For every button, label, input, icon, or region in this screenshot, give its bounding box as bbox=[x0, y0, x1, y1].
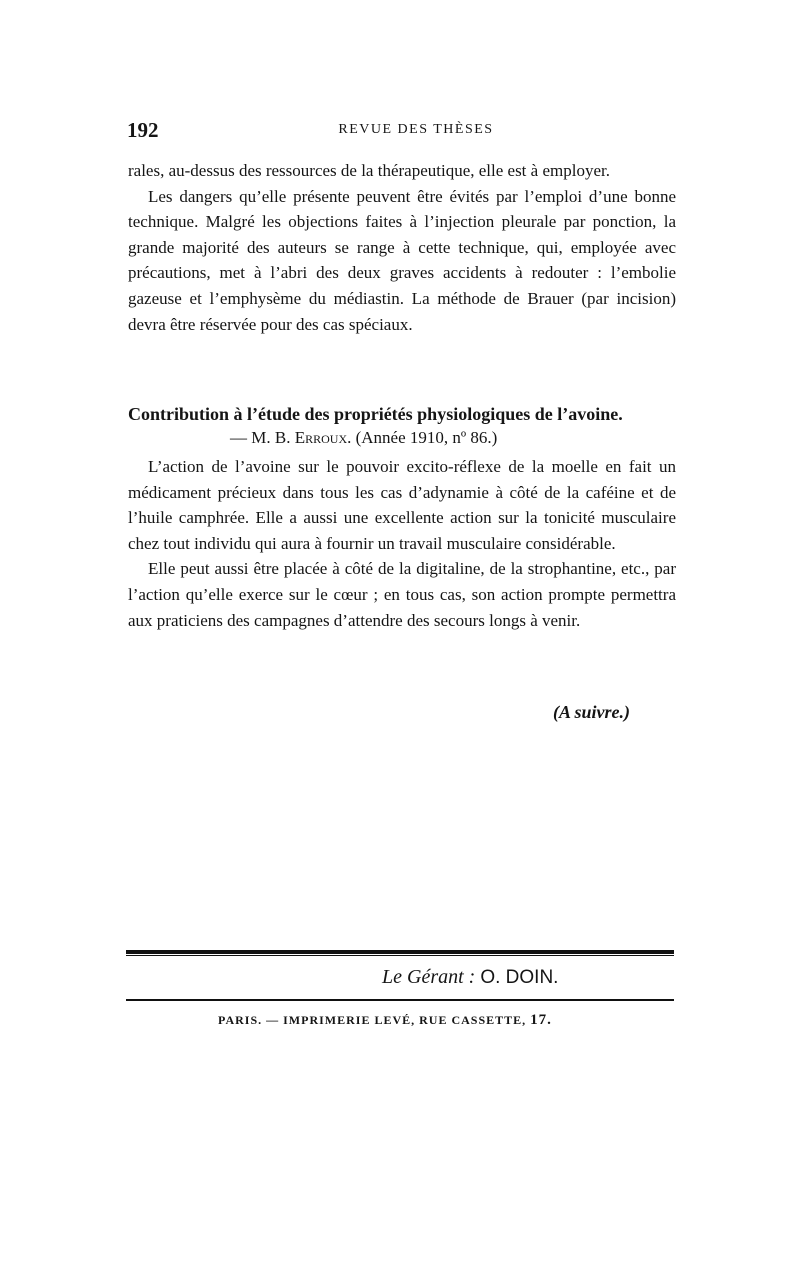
article-paragraph-2: Elle peut aussi être placée à côté de la digitaline, de la strophantine, etc., par l’action qu’elle exerce sur le cœur ; en tous cas, son action prompte permettra aux praticiens des campagnes d’attendre des secours longs à venir. bbox=[128, 559, 676, 630]
article-author-line bbox=[230, 426, 676, 450]
footer-rule-thin bbox=[126, 955, 674, 956]
imprint-number: 17. bbox=[530, 1012, 552, 1028]
gerant-name: O. DOIN. bbox=[480, 967, 559, 988]
continuation-paragraph: rales, au-dessus des ressources de la thérapeutique, elle est à employer. bbox=[128, 161, 610, 180]
continuation-note: (A suivre.) bbox=[553, 702, 631, 722]
running-title: REVUE DES THÈSES bbox=[338, 122, 494, 137]
imprint-rule bbox=[126, 999, 674, 1001]
footer-rule-thick bbox=[126, 950, 674, 954]
printer-imprint bbox=[218, 1012, 552, 1029]
page-number: 192 bbox=[127, 118, 159, 142]
article-paragraph-1: L’action de l’avoine sur le pouvoir excito-réflexe de la moelle en fait un médicament précieux dans tous les cas d’adynamie à côté de la caféine et de l’huile camphrée. Elle a aussi une excellente action sur la tonicité musculaire chez tout individu qui aura à fournir un travail musculaire considérable. bbox=[128, 457, 676, 553]
imprint-text: PARIS. — IMPRIMERIE LEVÉ, RUE CASSETTE, bbox=[218, 1013, 527, 1027]
page-header bbox=[127, 118, 677, 142]
author-prefix: — M. B. bbox=[230, 428, 291, 447]
author-info: (Année 1910, nº 86.) bbox=[355, 428, 498, 447]
previous-article-text bbox=[128, 158, 676, 337]
gerant-line bbox=[382, 966, 558, 989]
author-name: Erroux. bbox=[294, 428, 352, 447]
body-paragraph: Les dangers qu’elle présente peuvent être évités par l’emploi d’une bonne technique. Malgré les objections faites à l’injection pleurale par ponction, la grande majorité des auteurs se range à cette technique, qui, employée avec précautions, met à l’abri des deux graves accidents à redouter : l’embolie gazeuse et l’emphysème du médiastin. La méthode de Brauer (par incision) devra être réservée pour des cas spéciaux. bbox=[128, 186, 676, 334]
article-body bbox=[128, 454, 676, 633]
article-title: Contribution à l’étude des propriétés physiologiques de l’avoine. bbox=[128, 404, 623, 424]
gerant-label: Le Gérant : bbox=[382, 966, 476, 988]
